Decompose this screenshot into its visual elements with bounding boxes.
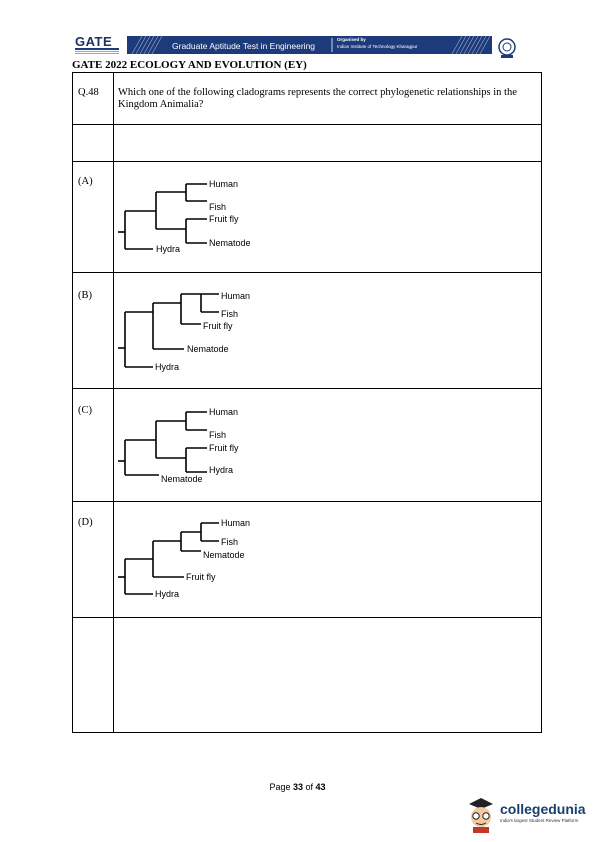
taxon-label: Nematode — [203, 550, 245, 560]
taxon-label: Fish — [221, 309, 239, 319]
taxon-label: Human — [221, 291, 251, 301]
taxon-label: Fish — [221, 537, 239, 547]
organiser-label: Organised by — [337, 37, 366, 42]
table-row-divider — [72, 124, 542, 125]
taxon-label: Human — [209, 179, 239, 189]
question-number: Q.48 — [78, 87, 99, 98]
gate-logo: GATE — [75, 34, 113, 49]
iit-emblem-icon — [495, 37, 519, 61]
collegedunia-logo: collegedunia — [500, 801, 586, 817]
taxon-label: Human — [209, 407, 239, 417]
option-d-label: (D) — [78, 517, 93, 528]
collegedunia-tagline: India's largest Student Review Platform — [500, 818, 579, 823]
taxon-label: Nematode — [209, 238, 251, 248]
page-total: 43 — [315, 782, 326, 792]
table-row-divider — [72, 617, 542, 618]
taxon-label: Human — [221, 518, 251, 528]
taxon-label: Hydra — [156, 244, 181, 254]
taxon-label: Nematode — [161, 474, 203, 484]
option-a-label: (A) — [78, 176, 93, 187]
taxon-label: Hydra — [209, 465, 234, 475]
page-current: 33 — [292, 782, 303, 792]
option-c-cladogram — [113, 388, 542, 501]
taxon-label: Fruit fly — [209, 214, 239, 224]
option-d-cladogram — [113, 501, 542, 617]
taxon-label: Nematode — [187, 344, 229, 354]
paper-title: GATE 2022 ECOLOGY AND EVOLUTION (EY) — [72, 59, 307, 71]
taxon-label: Hydra — [155, 589, 180, 599]
taxon-label: Fruit fly — [203, 321, 233, 331]
option-b-label: (B) — [78, 290, 92, 301]
taxon-label: Fruit fly — [209, 443, 239, 453]
collegedunia-mascot-icon — [464, 795, 498, 833]
option-b-cladogram — [113, 272, 542, 388]
page-of: of — [305, 782, 314, 792]
question-text: Which one of the following cladograms represents the correct phylogenetic relationships in the Kingdom Animalia? — [118, 87, 517, 110]
taxon-label: Fruit fly — [186, 572, 216, 582]
taxon-label: Hydra — [155, 362, 180, 372]
page-number — [0, 782, 595, 792]
taxon-label: Fish — [209, 430, 227, 440]
page-prefix: Page — [269, 782, 291, 792]
banner-title: Graduate Aptitude Test in Engineering — [172, 41, 316, 51]
organiser-institute: Indian Institute of Technology Kharagpur — [337, 44, 418, 49]
option-a-cladogram — [113, 161, 542, 272]
taxon-label: Fish — [209, 202, 227, 212]
option-c-label: (C) — [78, 405, 92, 416]
